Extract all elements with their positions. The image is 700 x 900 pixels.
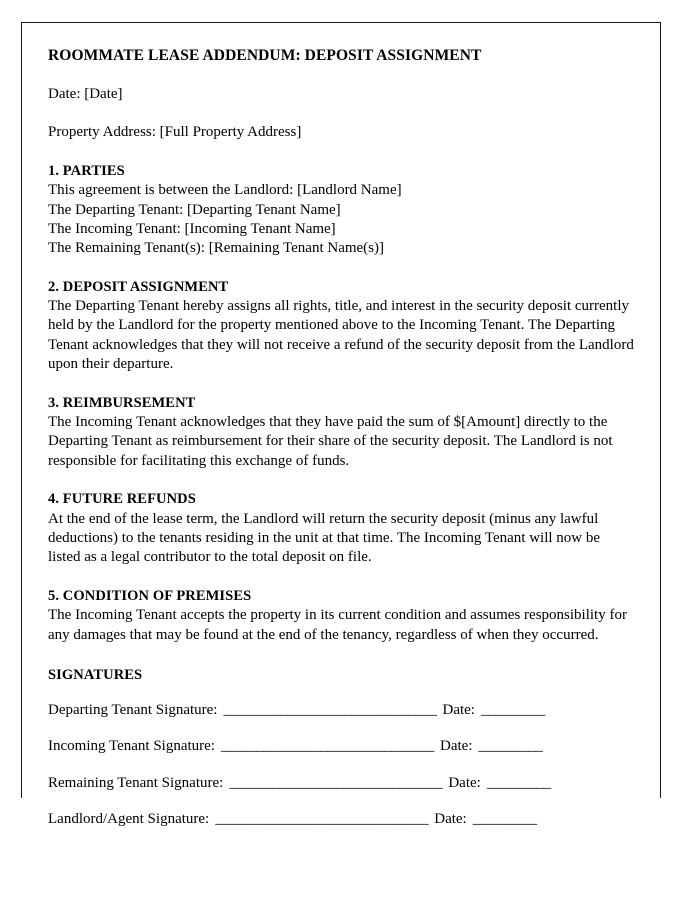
date-line-remaining-tenant[interactable]: _________ [486, 774, 551, 791]
signatures-section [48, 645, 636, 830]
date-label-remaining-tenant: Date: [448, 774, 481, 791]
section-reimbursement [48, 375, 636, 472]
date-line-incoming-tenant[interactable]: _________ [478, 738, 543, 755]
section-body-future-refunds: At the end of the lease term, the Landlord will return the security deposit (minus any lawful deductions) to the tenants residing in the unit at that time. The Incoming Tenant will now be listed as a legal contributor to the total deposit on file. [48, 510, 601, 566]
date-label-departing-tenant: Date: [442, 701, 475, 718]
date-label-landlord-agent: Date: [434, 811, 467, 828]
signature-label-departing-tenant: Departing Tenant Signature: [48, 701, 218, 718]
signature-label-remaining-tenant: Remaining Tenant Signature: [48, 774, 224, 791]
signature-row-remaining-tenant [48, 757, 636, 794]
section-heading-signatures: SIGNATURES [48, 666, 143, 683]
property-address-line: Property Address: [Full Property Address] [48, 124, 302, 141]
party-line-landlord: This agreement is between the Landlord: [Landlord Name] [48, 182, 402, 199]
section-parties [48, 143, 636, 259]
signature-label-landlord-agent: Landlord/Agent Signature: [48, 811, 210, 828]
signature-row-departing-tenant [48, 684, 636, 721]
document-date-line: Date: [Date] [48, 86, 123, 103]
signature-row-landlord-agent [48, 793, 636, 830]
date-line-landlord-agent[interactable]: _________ [472, 811, 537, 828]
signature-line-departing-tenant[interactable]: ______________________________ [223, 701, 437, 718]
document-body [48, 22, 636, 830]
section-body-reimbursement: The Incoming Tenant acknowledges that they have paid the sum of $[Amount] directly to the Departing Tenant as reimbursement for their share of the security deposit. The Landlord is not responsible for facilitating this exchange of funds. [48, 414, 613, 469]
section-body-deposit-assignment: The Departing Tenant hereby assigns all rights, title, and interest in the security deposit currently held by the Landlord for the property mentioned above to the Incoming Tenant. The Departing Tenant acknowledges that they will not receive a refund of the security deposit from the Landlord upon their departure. [48, 298, 634, 373]
signature-line-landlord-agent[interactable]: ______________________________ [215, 811, 429, 828]
signature-line-incoming-tenant[interactable]: ______________________________ [220, 738, 434, 755]
party-line-remaining-tenants: The Remaining Tenant(s): [Remaining Tenant Name(s)] [48, 240, 384, 257]
section-heading-deposit-assignment: 2. DEPOSIT ASSIGNMENT [48, 278, 229, 295]
section-condition-of-premises [48, 568, 636, 645]
page-title: ROOMMATE LEASE ADDENDUM: DEPOSIT ASSIGNMENT [48, 47, 482, 64]
section-heading-condition-of-premises: 5. CONDITION OF PREMISES [48, 587, 252, 604]
section-body-condition-of-premises: The Incoming Tenant accepts the property in its current condition and assumes responsibility for any damages that may be found at the end of the tenancy, regardless of when they occurred. [48, 607, 627, 643]
section-heading-future-refunds: 4. FUTURE REFUNDS [48, 491, 196, 508]
date-label-incoming-tenant: Date: [440, 738, 473, 755]
section-heading-parties: 1. PARTIES [48, 162, 125, 179]
section-future-refunds [48, 471, 636, 568]
signature-row-incoming-tenant [48, 720, 636, 757]
signature-label-incoming-tenant: Incoming Tenant Signature: [48, 738, 215, 755]
section-deposit-assignment [48, 259, 636, 375]
party-line-incoming-tenant: The Incoming Tenant: [Incoming Tenant Name] [48, 220, 336, 237]
date-line-departing-tenant[interactable]: _________ [480, 701, 545, 718]
section-heading-reimbursement: 3. REIMBURSEMENT [48, 394, 196, 411]
party-line-departing-tenant: The Departing Tenant: [Departing Tenant Name] [48, 201, 341, 218]
signature-line-remaining-tenant[interactable]: ______________________________ [229, 774, 443, 791]
